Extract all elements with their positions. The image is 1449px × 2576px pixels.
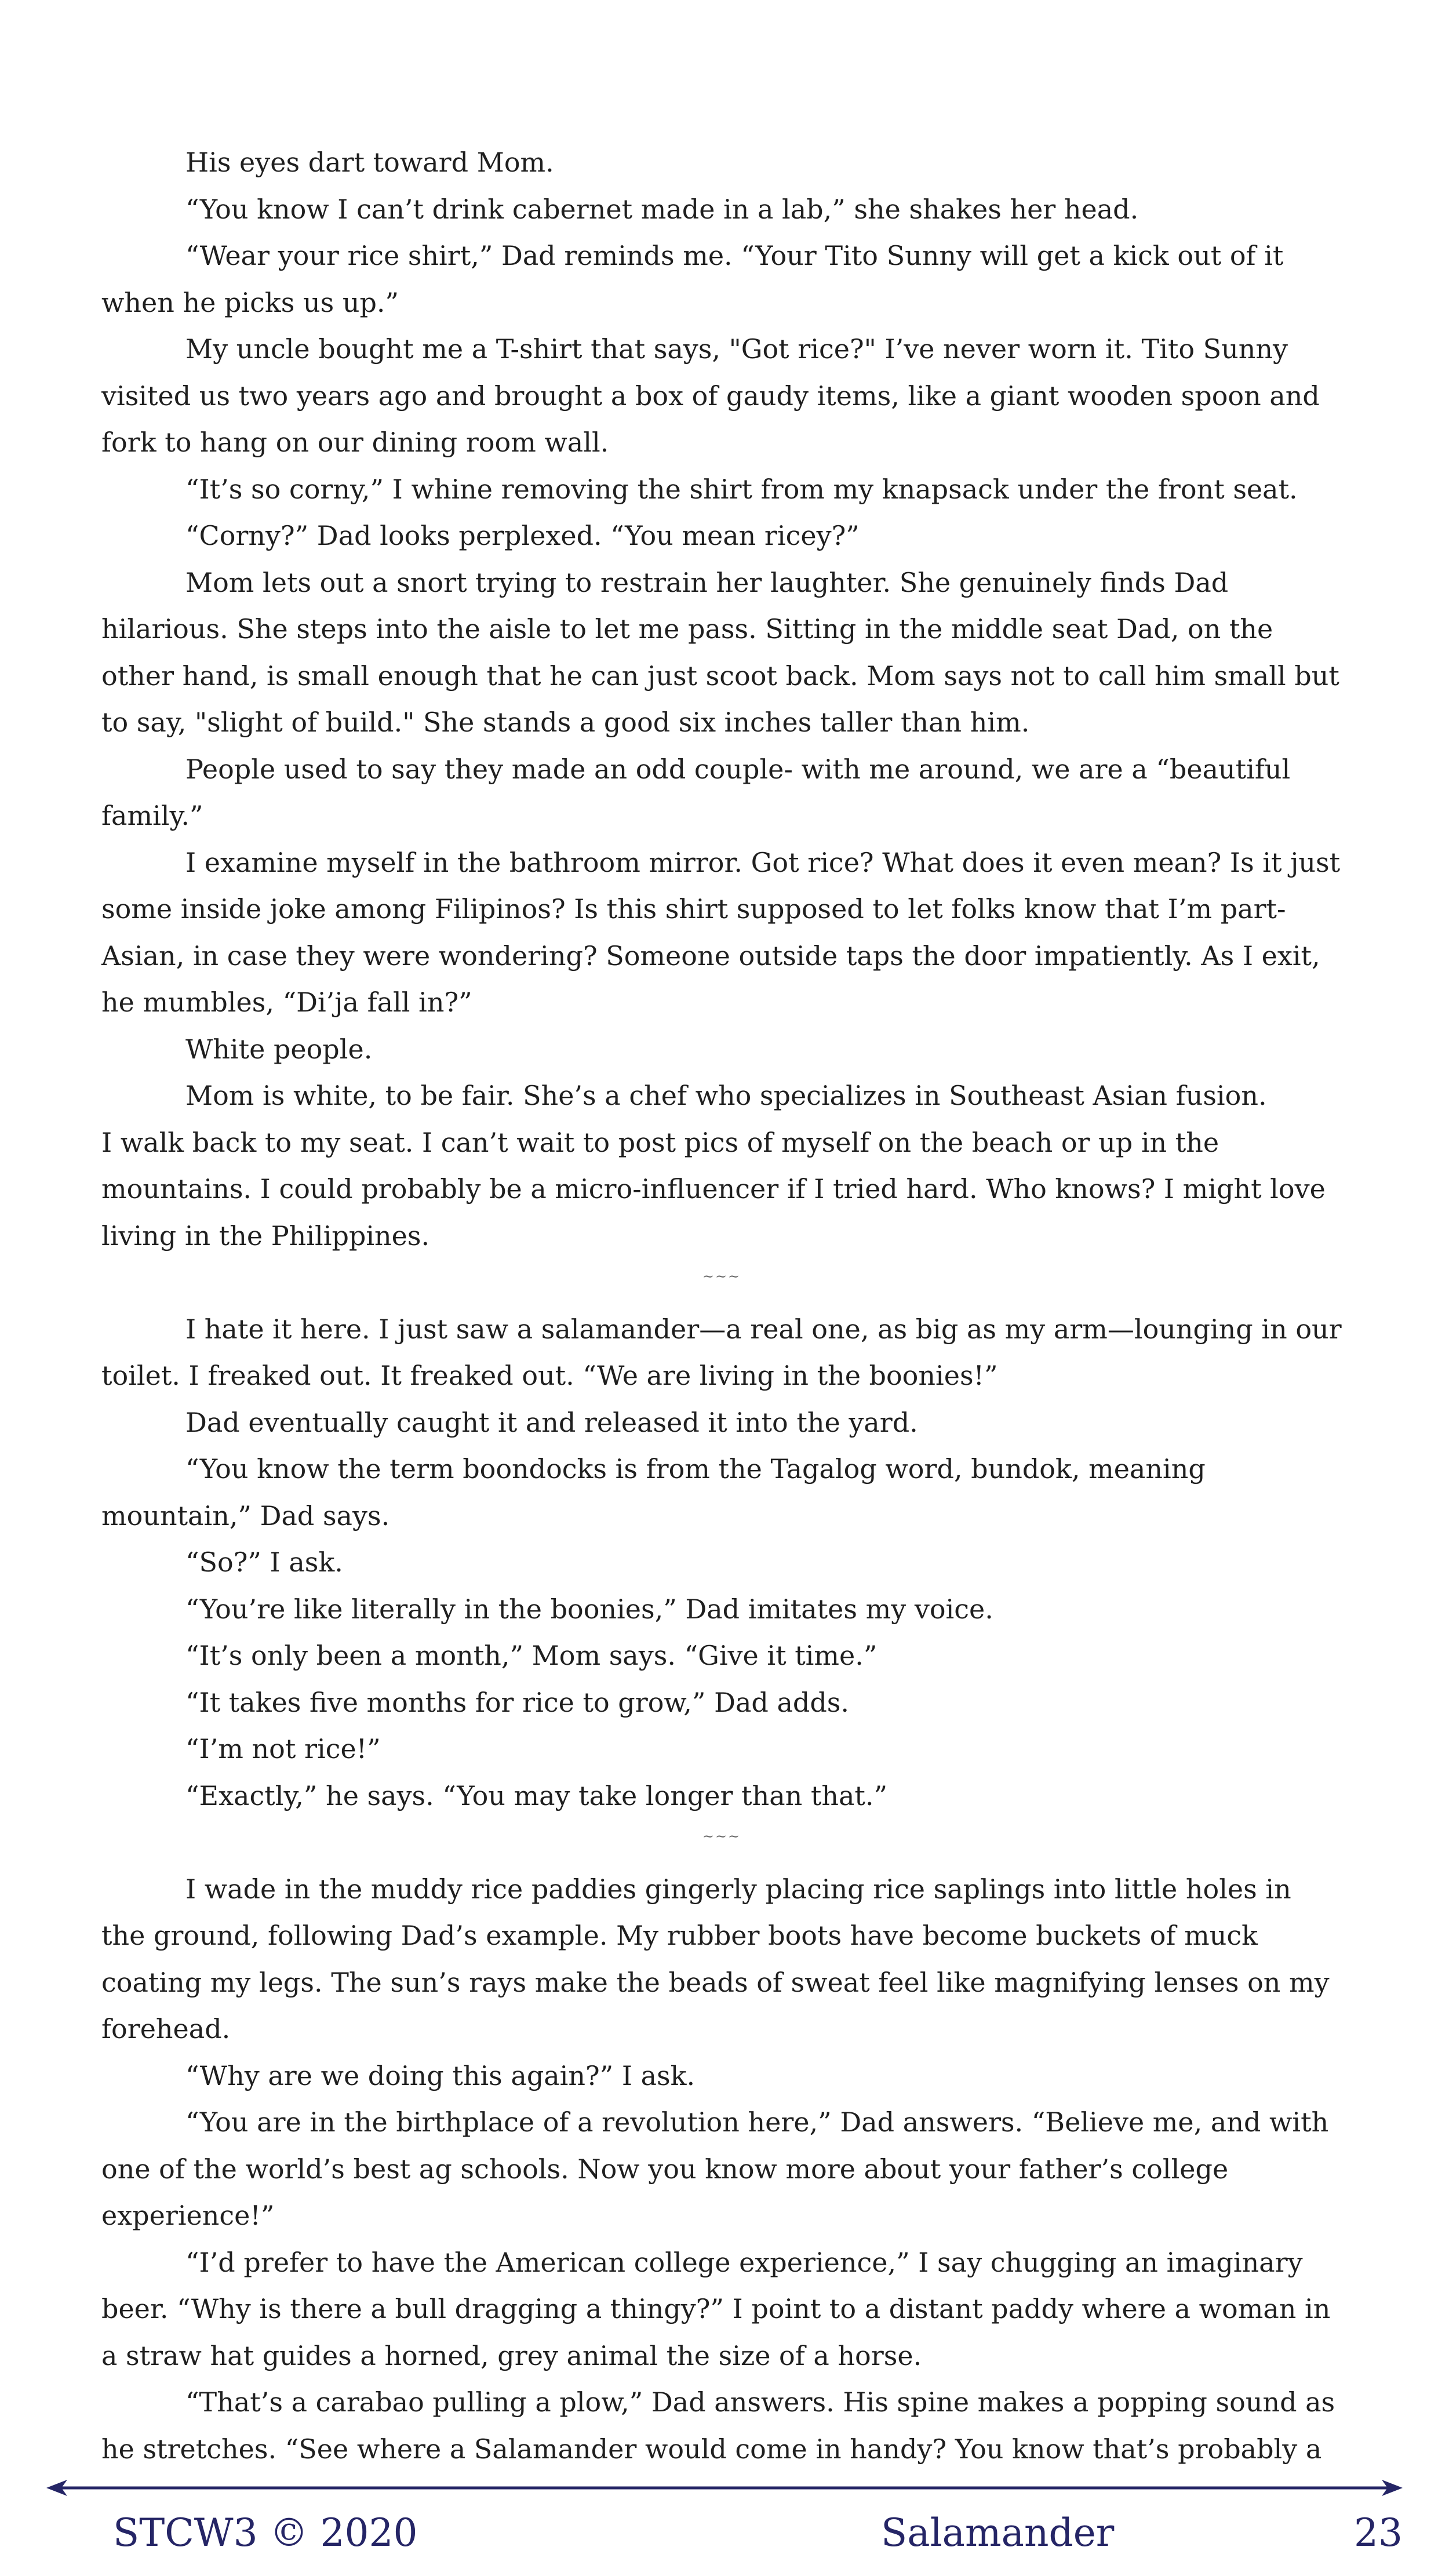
paragraph: “You’re like literally in the boonies,” Dad imitates my voice. — [185, 1593, 993, 1625]
paragraph: “That’s a carabao pulling a plow,” Dad answers. His spine makes a popping sound as he stretches. “See where a Salamander would come in handy? You know that’s probably a — [101, 2386, 1335, 2465]
paragraph: My uncle bought me a T-shirt that says, "Got rice?" I’ve never worn it. Tito Sunny visited us two years ago and brought a box of gaudy items, like a giant wooden spoon and fork to hang on our dining room wall. — [101, 333, 1320, 458]
paragraph: “I’m not rice!” — [185, 1733, 381, 1764]
paragraph: I hate it here. I just saw a salamander—a real one, as big as my arm—lounging in our toilet. I freaked out. It freaked out. “We are living in the boonies!” — [101, 1313, 1342, 1391]
paragraph: People used to say they made an odd couple- with me around, we are a “beautiful family.” — [101, 753, 1291, 831]
paragraph: White people. — [185, 1033, 373, 1065]
paragraph: “You are in the birthplace of a revolution here,” Dad answers. “Believe me, and with one of the world’s best ag schools. Now you know more about your father’s college experience!” — [101, 2106, 1329, 2231]
paragraph: Mom is white, to be fair. She’s a chef who specializes in Southeast Asian fusion. — [185, 1080, 1267, 1111]
footer-title: Salamander — [881, 2510, 1115, 2555]
paragraph: “It’s only been a month,” Mom says. “Give it time.” — [185, 1640, 878, 1671]
paragraph: “Why are we doing this again?” I ask. — [185, 2060, 696, 2091]
paragraph: I wade in the muddy rice paddies gingerly placing rice saplings into little holes in the ground, following Dad’s example. My rubber boots have become buckets of muck coating my legs. The sun’s rays make the beads of sweat feel like magnifying lenses on my forehead. — [101, 1873, 1330, 2044]
page-footer — [113, 2507, 1403, 2559]
page-number: 23 — [1354, 2510, 1403, 2555]
paragraph: “Wear your rice shirt,” Dad reminds me. “Your Tito Sunny will get a kick out of it when he picks us up.” — [101, 240, 1284, 318]
paragraph: His eyes dart toward Mom. — [185, 147, 554, 178]
scene-break: ~~~ — [702, 1828, 741, 1844]
paragraph: I examine myself in the bathroom mirror. Got rice? What does it even mean? Is it just some inside joke among Filipinos? Is this shirt supposed to let folks know that I’m part-Asian, in case they were wondering? Someone outside taps the door impatiently. As I exit, he mumbles, “Di’ja fall in?” — [101, 846, 1341, 1018]
paragraph: I walk back to my seat. I can’t wait to post pics of myself on the beach or up in the mountains. I could probably be a micro-influencer if I tried hard. Who knows? I might love living in the Philippines. — [101, 1126, 1326, 1251]
paragraph: “So?” I ask. — [185, 1547, 343, 1578]
paragraph: “You know I can’t drink cabernet made in a lab,” she shakes her head. — [185, 193, 1139, 225]
paragraph: “Corny?” Dad looks perplexed. “You mean ricey?” — [185, 520, 860, 551]
paragraph: Mom lets out a snort trying to restrain her laughter. She genuinely finds Dad hilarious. She steps into the aisle to let me pass. Sitting in the middle seat Dad, on the other hand, is small enough that he can just scoot back. Mom says not to call him small but to say, "slight of build." She stands a good six inches taller than him. — [101, 566, 1339, 738]
paragraph: “It takes five months for rice to grow,” Dad adds. — [185, 1686, 849, 1718]
paragraph: “You know the term boondocks is from the Tagalog word, bundok, meaning mountain,” Dad says. — [101, 1453, 1206, 1531]
footer-rule — [46, 2476, 1403, 2499]
paragraph: “Exactly,” he says. “You may take longer than that.” — [185, 1780, 888, 1811]
paragraph: Dad eventually caught it and released it into the yard. — [185, 1406, 918, 1438]
paragraph: “I’d prefer to have the American college experience,” I say chugging an imaginary beer. “Why is there a bull dragging a thingy?” I point to a distant paddy where a woman in a straw hat guides a horned, grey animal the size of a horse. — [101, 2246, 1331, 2371]
body-text — [101, 139, 1342, 2472]
scene-break: ~~~ — [702, 1268, 741, 1285]
footer-publication: STCW3 © 2020 — [113, 2510, 418, 2555]
paragraph: “It’s so corny,” I whine removing the shirt from my knapsack under the front seat. — [185, 473, 1298, 505]
